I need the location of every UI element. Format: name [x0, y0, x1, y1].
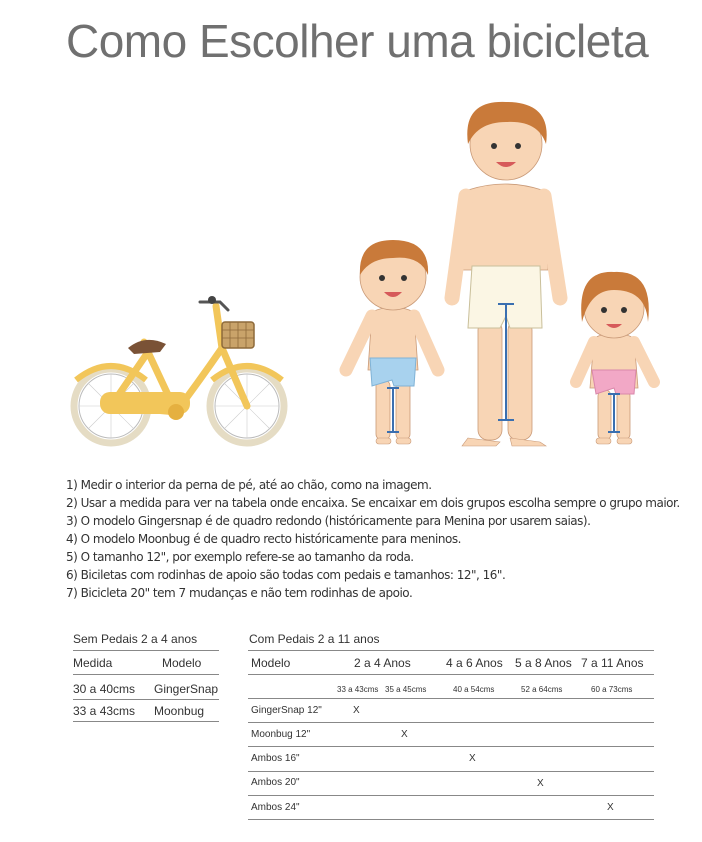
- table-divider: [248, 698, 654, 699]
- table-divider: [73, 699, 219, 700]
- older-boy-illustration: [452, 102, 560, 446]
- bicycle-illustration: [74, 296, 284, 443]
- age-header: 7 a 11 Anos: [581, 656, 644, 670]
- sem-pedais-medida: 30 a 40cms: [73, 682, 136, 696]
- small-boy-illustration: [346, 240, 438, 444]
- sem-pedais-header-medida: Medida: [73, 656, 113, 670]
- table-divider: [248, 722, 654, 723]
- model-row-label: Ambos 24": [251, 802, 300, 813]
- instruction-item: 4) O modelo Moonbug é de quadro recto históricamente para meninos.: [66, 532, 461, 546]
- measure-header: 35 a 45cms: [385, 685, 427, 694]
- page-title: Como Escolher uma bicicleta: [66, 15, 649, 67]
- table-divider: [248, 771, 654, 772]
- measure-header: 60 a 73cms: [591, 685, 633, 694]
- sem-pedais-header-modelo: Modelo: [162, 656, 202, 670]
- table-divider: [248, 746, 654, 747]
- measure-header: 52 a 64cms: [521, 685, 563, 694]
- instruction-item: 1) Medir o interior da perna de pé, até ao chão, como na imagem.: [66, 478, 432, 492]
- fit-mark: X: [401, 729, 408, 740]
- instruction-item: 3) O modelo Gingersnap é de quadro redondo (históricamente para Menina por usarem saias).: [66, 514, 591, 528]
- com-pedais-header-modelo: Modelo: [251, 656, 291, 670]
- instruction-item: 5) O tamanho 12", por exemplo refere-se ao tamanho da roda.: [66, 550, 414, 564]
- model-row-label: Moonbug 12": [251, 729, 311, 740]
- sem-pedais-title: Sem Pedais 2 a 4 anos: [73, 632, 198, 646]
- instruction-item: 7) Bicicleta 20" tem 7 mudanças e não tem rodinhas de apoio.: [66, 586, 413, 600]
- age-header: 4 a 6 Anos: [446, 656, 503, 670]
- table-divider: [248, 795, 654, 796]
- model-row-label: GingerSnap 12": [251, 705, 322, 716]
- com-pedais-title: Com Pedais 2 a 11 anos: [249, 632, 380, 646]
- measure-header: 40 a 54cms: [453, 685, 495, 694]
- model-row-label: Ambos 20": [251, 777, 300, 788]
- table-divider: [73, 721, 219, 722]
- sem-pedais-medida: 33 a 43cms: [73, 704, 136, 718]
- age-header: 5 a 8 Anos: [515, 656, 572, 670]
- table-divider: [73, 674, 219, 675]
- instruction-item: 6) Biciletas com rodinhas de apoio são todas com pedais e tamanhos: 12", 16".: [66, 568, 506, 582]
- fit-mark: X: [353, 705, 360, 716]
- table-divider: [248, 819, 654, 820]
- table-divider: [248, 650, 654, 651]
- measure-header: 33 a 43cms: [337, 685, 379, 694]
- girl-illustration: [576, 272, 654, 444]
- age-header: 2 a 4 Anos: [354, 656, 411, 670]
- instruction-item: 2) Usar a medida para ver na tabela onde encaixa. Se encaixar em dois grupos escolha sempre o grupo maior.: [66, 496, 680, 510]
- instructions-list: [66, 476, 686, 602]
- model-row-label: Ambos 16": [251, 753, 300, 764]
- sem-pedais-modelo: Moonbug: [154, 704, 205, 718]
- sem-pedais-modelo: GingerSnap: [154, 682, 219, 696]
- table-divider: [248, 674, 654, 675]
- table-divider: [73, 650, 219, 651]
- fit-mark: X: [607, 802, 614, 813]
- fit-mark: X: [537, 778, 544, 789]
- illustration: [0, 90, 702, 460]
- fit-mark: X: [469, 753, 476, 764]
